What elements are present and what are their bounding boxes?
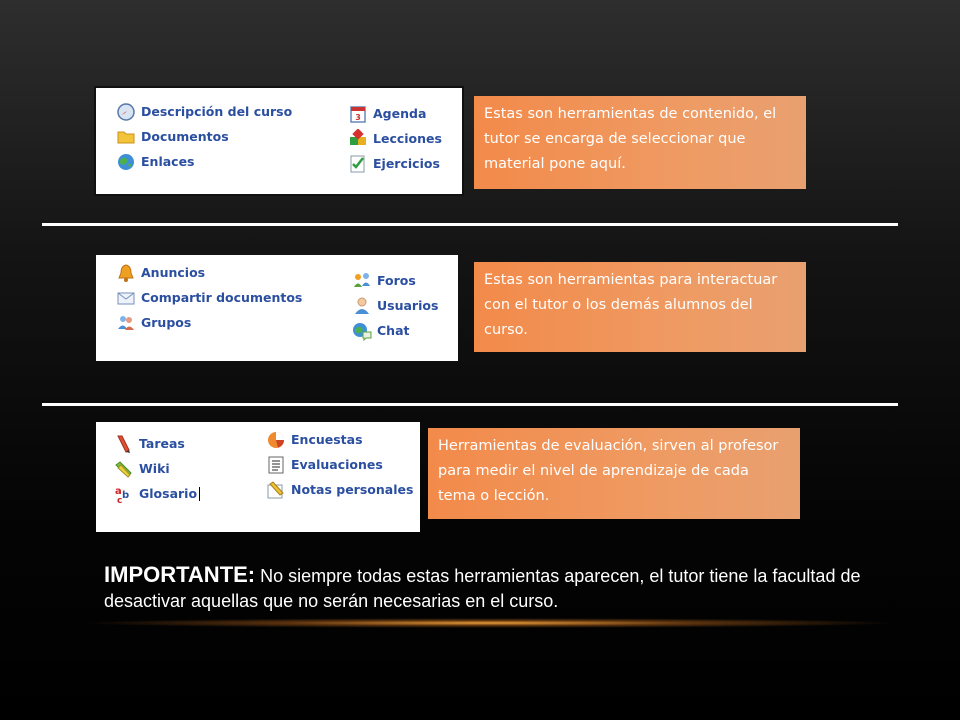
- tool-foros[interactable]: [352, 268, 438, 293]
- calendar-icon: [348, 104, 368, 124]
- tool-glosario[interactable]: [114, 481, 200, 506]
- important-note: [104, 562, 864, 614]
- pie-chart-icon: [266, 430, 286, 450]
- chat-icon: [352, 321, 372, 341]
- tool-chat[interactable]: [352, 318, 438, 343]
- tool-notas-personales[interactable]: [266, 477, 413, 502]
- tool-tareas[interactable]: [114, 431, 200, 456]
- tool-label: Ejercicios: [373, 156, 440, 171]
- interaction-tools-callout: Estas son herramientas para interactuar con el tutor o los demás alumnos del curso.: [474, 262, 806, 352]
- svg-text:3: 3: [355, 112, 361, 122]
- section-divider: [42, 403, 898, 406]
- decorative-glow-line: [80, 618, 900, 628]
- tool-label: Usuarios: [377, 298, 439, 313]
- tool-label: Glosario: [139, 486, 198, 501]
- important-label: IMPORTANTE:: [104, 562, 256, 587]
- tool-label: Foros: [377, 273, 416, 288]
- tool-documentos[interactable]: [116, 124, 292, 149]
- tool-label: Tareas: [139, 436, 185, 451]
- tool-label: Descripción del curso: [141, 104, 293, 119]
- content-tools-panel: [94, 86, 464, 196]
- tool-label: Chat: [377, 323, 410, 338]
- tool-label: Notas personales: [291, 482, 414, 497]
- bell-icon: [116, 263, 136, 283]
- svg-text:a: a: [115, 485, 122, 497]
- evaluation-tools-callout: Herramientas de evaluación, sirven al profesor para medir el nivel de aprendizaje de cada tema o lección.: [428, 428, 800, 519]
- tool-label: Anuncios: [141, 265, 206, 280]
- tool-enlaces[interactable]: [116, 149, 292, 174]
- group-icon: [116, 313, 136, 333]
- abc-blocks-icon: [114, 484, 134, 504]
- user-icon: [352, 296, 372, 316]
- important-text: No siempre todas estas herramientas aparecen, el tutor tiene la facultad de desactivar aquellas que no serán necesarias en el curso.: [104, 566, 861, 611]
- tool-label: Agenda: [373, 106, 427, 121]
- section-divider: [42, 223, 898, 226]
- envelope-icon: [116, 288, 136, 308]
- content-tools-callout: Estas son herramientas de contenido, el tutor se encarga de seleccionar que material pone aquí.: [474, 96, 806, 189]
- pencil-icon: [114, 434, 134, 454]
- text-cursor: [199, 487, 200, 501]
- svg-text:b: b: [122, 489, 130, 501]
- blocks-icon: [348, 129, 368, 149]
- tool-wiki[interactable]: [114, 456, 200, 481]
- tool-label: Evaluaciones: [291, 457, 383, 472]
- tool-label: Lecciones: [373, 131, 442, 146]
- tool-grupos[interactable]: [116, 310, 302, 335]
- tool-evaluaciones[interactable]: [266, 452, 413, 477]
- tool-agenda[interactable]: [348, 101, 442, 126]
- tool-anuncios[interactable]: [116, 260, 302, 285]
- tool-label: Compartir documentos: [141, 290, 303, 305]
- folder-icon: [116, 127, 136, 147]
- interaction-tools-panel: [96, 255, 458, 361]
- tool-label: Grupos: [141, 315, 192, 330]
- checklist-icon: [348, 154, 368, 174]
- globe-icon: [116, 152, 136, 172]
- tool-label: Enlaces: [141, 154, 195, 169]
- note-pencil-icon: [266, 480, 286, 500]
- document-list-icon: [266, 455, 286, 475]
- tool-label: Encuestas: [291, 432, 363, 447]
- tool-descripcion[interactable]: [116, 99, 292, 124]
- compass-icon: [116, 102, 136, 122]
- tool-label: Documentos: [141, 129, 229, 144]
- tool-lecciones[interactable]: [348, 126, 442, 151]
- forum-users-icon: [352, 271, 372, 291]
- tool-ejercicios[interactable]: [348, 151, 442, 176]
- tool-label: Wiki: [139, 461, 170, 476]
- evaluation-tools-panel: [96, 422, 420, 532]
- tool-encuestas[interactable]: [266, 427, 413, 452]
- tool-usuarios[interactable]: [352, 293, 438, 318]
- tool-compartir[interactable]: [116, 285, 302, 310]
- svg-text:c: c: [117, 495, 123, 504]
- crayons-icon: [114, 459, 134, 479]
